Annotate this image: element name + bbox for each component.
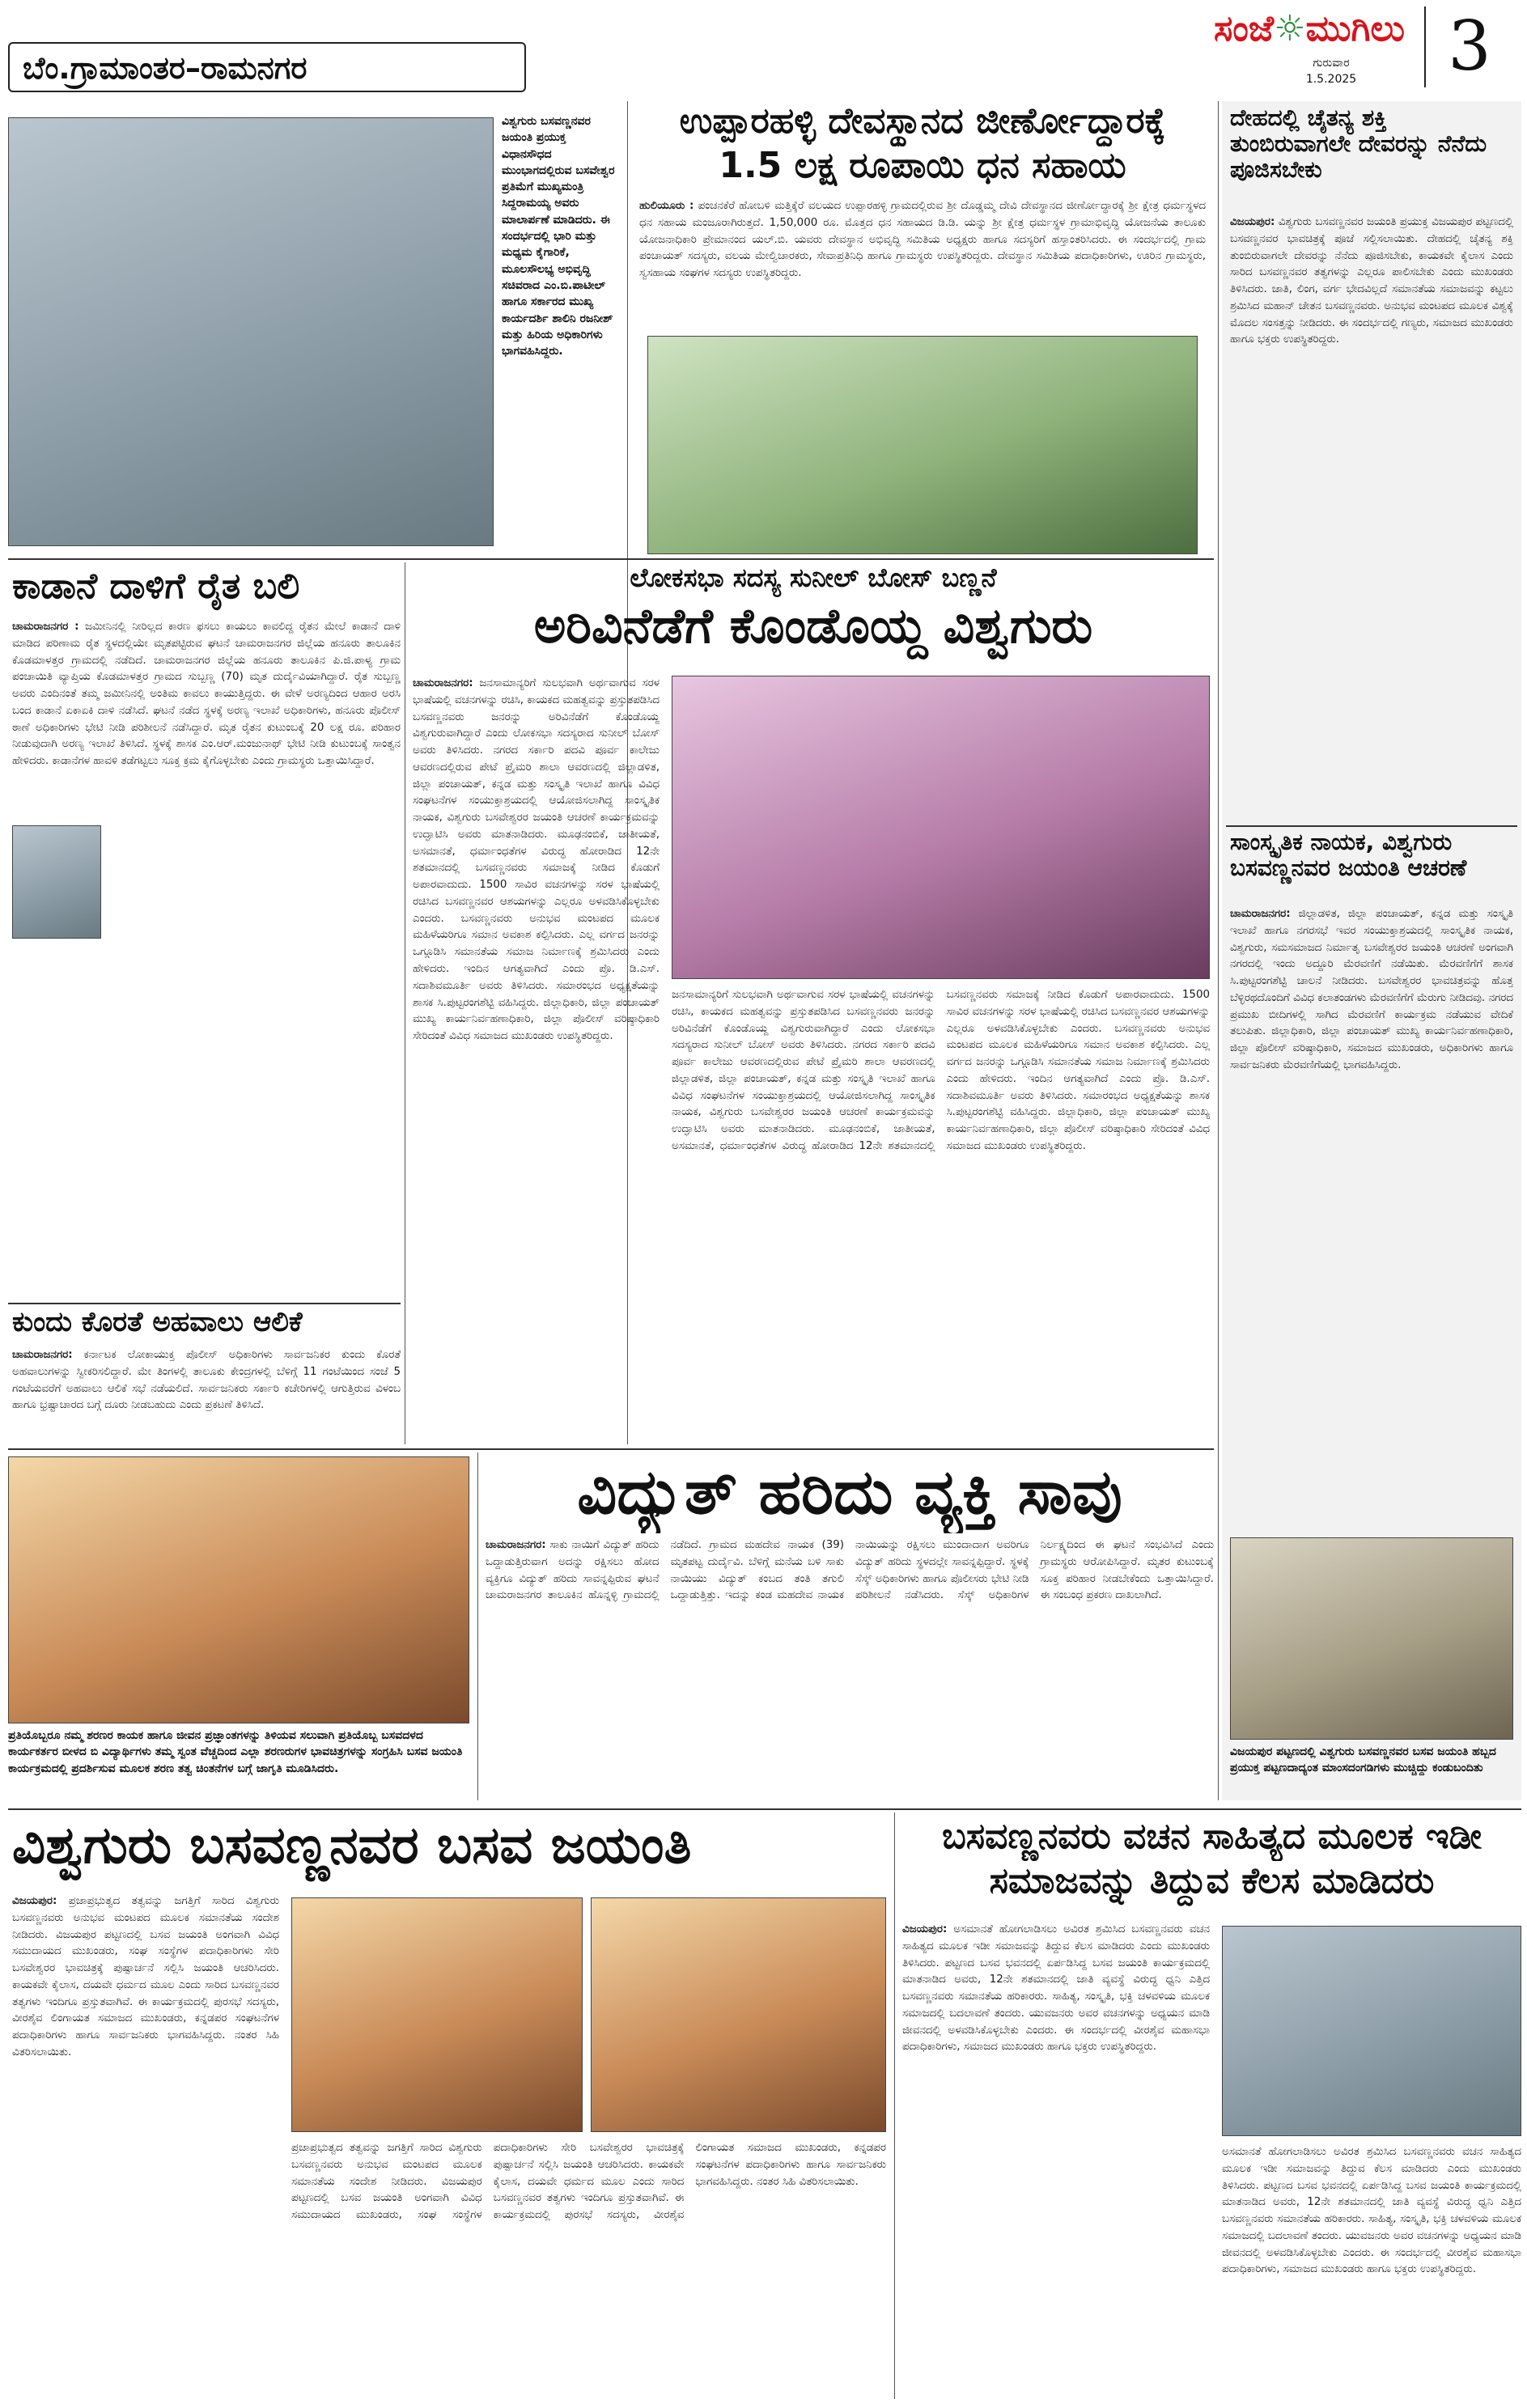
basava-jayanti-body-a	[12, 1893, 279, 2395]
vishwaguru-text-a: ಜನಸಾಮಾನ್ಯರಿಗೆ ಸುಲಭವಾಗಿ ಅರ್ಥವಾಗುವ ಸರಳ ಭಾಷೆಯಲ್ಲಿ ವಚನಗಳನ್ನು ರಚಿಸಿ, ಕಾಯಕದ ಮಹತ್ವವನ್ನು ಪ್ರಸ್ತುತಪಡಿಸಿದ ಬಸವಣ್ಣನವರು ಜನರನ್ನು ಅರಿವಿನೆಡೆಗೆ ಕೊಂಡೊಯ್ದ ವಿಶ್ವಗುರುವಾಗಿದ್ದಾರೆ ಎಂದು ಲೋಕಸಭಾ ಸದಸ್ಯರಾದ ಸುನೀಲ್ ಬೋಸ್ ಅವರು ತಿಳಿಸಿದರು. ನಗರದ ಸರ್ಕಾರಿ ಪದವಿ ಪೂರ್ವ ಕಾಲೇಜು ಆವರಣದಲ್ಲಿರುವ ಪೇಟೆ ಪ್ರೈಮರಿ ಶಾಲಾ ಆವರಣದಲ್ಲಿ ಜಿಲ್ಲಾಡಳಿತ, ಜಿಲ್ಲಾ ಪಂಚಾಯತ್, ಕನ್ನಡ ಮತ್ತು ಸಂಸ್ಕೃತಿ ಇಲಾಖೆ ಹಾಗೂ ವಿವಿಧ ಸಂಘಟನೆಗಳ ಸಂಯುಕ್ತಾಶ್ರಯದಲ್ಲಿ ಆಯೋಜಿಸಲಾಗಿದ್ದ ಸಾಂಸ್ಕೃತಿಕ ನಾಯಕ, ವಿಶ್ವಗುರು ಬಸವೇಶ್ವರರ ಜಯಂತಿ ಆಚರಣೆ ಕಾರ್ಯಕ್ರಮವನ್ನು ಉದ್ಘಾಟಿಸಿ ಅವರು ಮಾತನಾಡಿದರು. ಮೂಢನಂಬಿಕೆ, ಜಾತೀಯತೆ, ಅಸಮಾನತೆ, ಧರ್ಮಾಂಧತೆಗಳ ವಿರುದ್ಧ ಹೋರಾಡಿದ 12ನೇ ಶತಮಾನದಲ್ಲಿ ಬಸವಣ್ಣನವರು ಸಮಾಜಕ್ಕೆ ನೀಡಿದ ಕೊಡುಗೆ ಅಪಾರವಾದುದು. 1500 ಸಾವಿರ ವಚನಗಳನ್ನು ಸರಳ ಭಾಷೆಯಲ್ಲಿ ರಚಿಸಿದ ಬಸವಣ್ಣನವರ ಆಶಯಗಳನ್ನು ಎಲ್ಲರೂ ಅಳವಡಿಸಿಕೊಳ್ಳಬೇಕು ಎಂದರು. ಬಸವಣ್ಣನವರು ಅನುಭವ ಮಂಟಪದ ಮೂಲಕ ಮಹಿಳೆಯರಿಗೂ ಸಮಾನ ಅವಕಾಶ ಕಲ್ಪಿಸಿದರು. ಎಲ್ಲ ವರ್ಗದ ಜನರನ್ನು ಒಗ್ಗೂಡಿಸಿ ಸಮಾನತೆಯ ಸಮಾಜ ನಿರ್ಮಾಣಕ್ಕೆ ಶ್ರಮಿಸಿದರು ಎಂದು ಹೇಳಿದರು. ಇಂದಿನ ಆಗತ್ಯವಾಗಿದೆ ಎಂದು ಪ್ರೊ. ಡಿ.ಎಸ್. ಸದಾಶಿವಮೂರ್ತಿ ಅವರು ತಿಳಿಸಿದರು. ಸಮಾರಂಭದ ಅಧ್ಯಕ್ಷತೆಯನ್ನು ಶಾಸಕ ಸಿ.ಪುಟ್ಟರಂಗಶೆಟ್ಟಿ ವಹಿಸಿದ್ದರು. ಜಿಲ್ಲಾಧಿಕಾರಿ, ಜಿಲ್ಲಾ ಪಂಚಾಯತ್ ಮುಖ್ಯ ಕಾರ್ಯನಿರ್ವಹಣಾಧಿಕಾರಿ, ಜಿಲ್ಲಾ ಪೊಲೀಸ್ ವರಿಷ್ಠಾಧಿಕಾರಿ ಸೇರಿದಂತೆ ವಿವಿಧ ಸಮಾಜದ ಮುಖಂಡರು ಉಪಸ್ಥಿತರಿದ್ದರು.	[413, 677, 660, 1043]
page-number: 3	[1424, 6, 1513, 87]
temple-headline-1: ಉಪ್ಪಾರಹಳ್ಳಿ ದೇವಸ್ಥಾನದ ಜೀರ್ಣೋದ್ಧಾರಕ್ಕೆ	[679, 101, 1166, 142]
mid-row-divider	[8, 1448, 1214, 1450]
electric-dateline: ಚಾಮರಾಜನಗರ:	[486, 1539, 546, 1551]
grievance-body	[12, 1347, 401, 1436]
temple-dateline: ಹುಲಿಯೂರು :	[639, 200, 694, 212]
right-divider-1	[1226, 825, 1517, 827]
sharana-caption: ಪ್ರತಿಯೊಬ್ಬರೂ ನಮ್ಮ ಶರಣರ ಕಾಯಕ ಹಾಗೂ ಜೀವನ ಪ್ರಜ್ಞಾಂತಗಳನ್ನು ತಿಳಿಯವ ಸಲುವಾಗಿ ಪ್ರತಿಯೊಬ್ಬ ಬಸವದಳದ ಕಾರ್ಯಕರ್ತರ ಬೀಳದ ಬಿ ವಿದ್ಯಾರ್ಥಿಗಳು ತಮ್ಮ ಸ್ವಂತ ವೆಚ್ಚದಿಂದ ಎಲ್ಲಾ ಶರಣರುಗಳ ಭಾವಚಿತ್ರಗಳನ್ನು ಸಂಗ್ರಹಿಸಿ ಬಸವ ಜಯಂತಿ ಕಾರ್ಯಕ್ರಮದಲ್ಲಿ ಪ್ರದರ್ಶಿಸುವ ಮೂಲಕ ಶರಣ ತತ್ವ ಚಿಂತನೆಗಳ ಬಗ್ಗೆ ಜಾಗೃತಿ ಮೂಡಿಸಿದರು.	[8, 1729, 463, 1775]
vishwaguru-dateline: ಚಾಮರಾಜನಗರ:	[413, 677, 473, 689]
elephant-headline: ಕಾಡಾನೆ ದಾಳಿಗೆ ರೈತ ಬಲಿ	[12, 566, 300, 607]
farmer-portrait	[12, 825, 101, 939]
temple-headline-2: 1.5 ಲಕ್ಷ ರೂಪಾಯಿ ಧನ ಸಹಾಯ	[719, 146, 1126, 186]
temple-photo	[647, 336, 1198, 554]
left-divider-1	[8, 1303, 401, 1304]
bottom-row-divider	[8, 1808, 1521, 1810]
column-divider-4	[894, 1812, 895, 2399]
top-row-divider	[8, 558, 1214, 560]
grievance-dateline: ಚಾಮರಾಜನಗರ:	[12, 1349, 73, 1361]
vachana-headline-1: ಬಸವಣ್ಣನವರು ವಚನ ಸಾಹಿತ್ಯದ ಮೂಲಕ ಇಡೀ	[942, 1817, 1482, 1857]
sharana-portraits-photo	[8, 1456, 469, 1723]
chaitanya-text: ವಿಶ್ವಗುರು ಬಸವಣ್ಣನವರ ಜಯಂತಿ ಪ್ರಯುಕ್ತ ವಿಜಯಪುರ ಪಟ್ಟಣದಲ್ಲಿ ಬಸವಣ್ಣನವರ ಭಾವಚಿತ್ರಕ್ಕೆ ಪೂಜೆ ಸಲ್ಲಿಸಲಾಯಿತು. ದೇಹದಲ್ಲಿ ಚೈತನ್ಯ ಶಕ್ತಿ ತುಂಬಿರುವಾಗಲೇ ದೇವರನ್ನು ನೆನೆದು ಪೂಜಿಸಬೇಕು, ಕಾಯಕವೇ ಕೈಲಾಸ ಎಂದು ಸಾರಿದ ಬಸವಣ್ಣನವರ ತತ್ವಗಳನ್ನು ಎಲ್ಲರೂ ಪಾಲಿಸಬೇಕು ಎಂದು ಮುಖಂಡರು ತಿಳಿಸಿದರು. ಜಾತಿ, ಲಿಂಗ, ವರ್ಗ ಭೇದವಿಲ್ಲದೆ ಸಮಾನತೆಯ ಸಮಾಜವನ್ನು ಕಟ್ಟಲು ಶ್ರಮಿಸಿದ ಮಹಾನ್ ಚೇತನ ಬಸವಣ್ಣನವರು. ಅನುಭವ ಮಂಟಪದ ಮೂಲಕ ವಿಶ್ವಕ್ಕೆ ಮೊದಲ ಸಂಸತ್ತನ್ನು ನೀಡಿದರು. ಈ ಸಂದರ್ಭದಲ್ಲಿ ಗಣ್ಯರು, ಸಮಾಜದ ಮುಖಂಡರು ಹಾಗೂ ಭಕ್ತರು ಉಪಸ್ಥಿತರಿದ್ದರು.	[1230, 216, 1513, 346]
column-divider-3	[477, 1452, 478, 1800]
grievance-headline: ಕುಂದು ಕೊರತೆ ಅಹವಾಲು ಆಲಿಕೆ	[12, 1307, 303, 1338]
vishwaguru-kicker: ಲೋಕಸಭಾ ಸದಸ್ಯ ಸುನೀಲ್ ಬೋಸ್ ಬಣ್ಣನೆ	[630, 562, 997, 593]
brand-logo	[1214, 8, 1416, 57]
chaitanya-dateline: ವಿಜಯಪುರ:	[1230, 216, 1275, 228]
brand-left: ಸಂಜೆ	[1214, 8, 1275, 49]
basava-jayanti-text-b: ಪ್ರಜಾಪ್ರಭುತ್ವದ ತತ್ವವನ್ನು ಜಗತ್ತಿಗೆ ಸಾರಿದ ವಿಶ್ವಗುರು ಬಸವಣ್ಣನವರು ಅನುಭವ ಮಂಟಪದ ಮೂಲಕ ಸಮಾನತೆಯ ಸಂದೇಶ ನೀಡಿದರು. ವಿಜಯಪುರ ಪಟ್ಟಣದಲ್ಲಿ ಬಸವ ಜಯಂತಿ ಅಂಗವಾಗಿ ವಿವಿಧ ಸಮುದಾಯದ ಮುಖಂಡರು, ಸಂಘ ಸಂಸ್ಥೆಗಳ ಪದಾಧಿಕಾರಿಗಳು ಸೇರಿ ಬಸವೇಶ್ವರರ ಭಾವಚಿತ್ರಕ್ಕೆ ಪುಷ್ಪಾರ್ಚನೆ ಸಲ್ಲಿಸಿ ಜಯಂತಿ ಆಚರಿಸಿದರು. ಕಾಯಕವೇ ಕೈಲಾಸ, ದಯವೇ ಧರ್ಮದ ಮೂಲ ಎಂದು ಸಾರಿದ ಬಸವಣ್ಣನವರ ತತ್ವಗಳು ಇಂದಿಗೂ ಪ್ರಸ್ತುತವಾಗಿವೆ. ಈ ಕಾರ್ಯಕ್ರಮದಲ್ಲಿ ಪುರಸಭೆ ಸದಸ್ಯರು, ವೀರಶೈವ ಲಿಂಗಾಯತ ಸಮಾಜದ ಮುಖಂಡರು, ಕನ್ನಡಪರ ಸಂಘಟನೆಗಳ ಪದಾಧಿಕಾರಿಗಳು ಹಾಗೂ ಸಾರ್ವಜನಿಕರು ಭಾಗವಹಿಸಿದ್ದರು. ನಂತರ ಸಿಹಿ ವಿತರಿಸಲಾಯಿತು.	[291, 2142, 886, 2222]
basava-procession-photo-1	[291, 1897, 583, 2132]
vachana-group-photo	[1222, 1926, 1521, 2136]
basava-jayanti-body-b	[291, 2140, 886, 2395]
cultural-text: ಜಿಲ್ಲಾಡಳಿತ, ಜಿಲ್ಲಾ ಪಂಚಾಯತ್, ಕನ್ನಡ ಮತ್ತು ಸಂಸ್ಕೃತಿ ಇಲಾಖೆ ಹಾಗೂ ನಗರಸಭೆ ಇವರ ಸಂಯುಕ್ತಾಶ್ರಯದಲ್ಲಿ ಸಾಂಸ್ಕೃತಿಕ ನಾಯಕ, ವಿಶ್ವಗುರು, ಸಮಸಮಾಜದ ನಿರ್ಮಾತೃ ಬಸವೇಶ್ವರರ ಜಯಂತಿ ಆಚರಣೆ ಅಂಗವಾಗಿ ನಗರದಲ್ಲಿ ಇಂದು ಅದ್ದೂರಿ ಮೆರವಣಿಗೆ ನಡೆಯಿತು. ಮೆರವಣಿಗೆಗೆ ಶಾಸಕ ಸಿ.ಪುಟ್ಟರಂಗಶೆಟ್ಟಿ ಚಾಲನೆ ನೀಡಿದರು. ಬಸವೇಶ್ವರರ ಭಾವಚಿತ್ರವನ್ನು ಹೊತ್ತ ಬೆಳ್ಳಿರಥದೊಂದಿಗೆ ವಿವಿಧ ಕಲಾತಂಡಗಳು ಮೆರವಣಿಗೆಗೆ ಮೆರುಗು ನೀಡಿದವು. ನಗರದ ಪ್ರಮುಖ ಬೀದಿಗಳಲ್ಲಿ ಸಾಗಿದ ಮೆರವಣಿಗೆ ಕಾರ್ಯಕ್ರಮ ನಡೆಯುವ ವೇದಿಕೆ ತಲುಪಿತು. ಜಿಲ್ಲಾಧಿಕಾರಿ, ಜಿಲ್ಲಾ ಪಂಚಾಯತ್ ಮುಖ್ಯ ಕಾರ್ಯನಿರ್ವಹಣಾಧಿಕಾರಿ, ಜಿಲ್ಲಾ ಪೊಲೀಸ್ ವರಿಷ್ಠಾಧಿಕಾರಿ, ಸಮಾಜದ ಮುಖಂಡರು, ಅಧಿಕಾರಿಗಳು ಹಾಗೂ ಸಾರ್ವಜನಿಕರು ಮೆರವಣಿಗೆಯಲ್ಲಿ ಭಾಗವಹಿಸಿದ್ದರು.	[1230, 908, 1513, 1071]
vachana-body-b	[1222, 2144, 1521, 2395]
palm-icon: ☼	[1274, 8, 1306, 49]
chaitanya-headline: ದೇಹದಲ್ಲಿ ಚೈತನ್ಯ ಶಕ್ತಿ ತುಂಬಿರುವಾಗಲೇ ದೇವರನ್ನು ನೆನೆದು ಪೂಜಿಸಬೇಕು	[1230, 105, 1487, 184]
brand-right: ಮುಗಿಲು	[1305, 8, 1406, 49]
electric-body	[486, 1537, 1214, 1796]
basava-jayanti-headline: ವಿಶ್ವಗುರು ಬಸವಣ್ಣನವರ ಬಸವ ಜಯಂತಿ	[12, 1817, 692, 1876]
shop-closed-caption: ವಿಜಯಪುರ ಪಟ್ಟಣದಲ್ಲಿ ವಿಶ್ವಗುರು ಬಸವಣ್ಣನವರ ಬಸವ ಜಯಂತಿ ಹಬ್ಬದ ಪ್ರಯುಕ್ತ ಪಟ್ಟಣದಾದ್ಯಂತ ಮಾಂಸದಂಗಡಿಗಳು ಮುಚ್ಚಿದ್ದು ಕಂಡುಬಂದಿತು	[1230, 1745, 1496, 1775]
vachana-dateline: ವಿಜಯಪುರ:	[902, 1923, 948, 1935]
elephant-text: ಜಮೀನಿನಲ್ಲಿ ನೀರಿಲ್ಲದ ಕಾರಣ ಫಸಲು ಕಾಯಲು ಕಾವಲಿದ್ದ ರೈತನ ಮೇಲೆ ಕಾಡಾನೆ ದಾಳಿ ಮಾಡಿದ ಪರಿಣಾಮ ರೈತ ಸ್ಥಳದಲ್ಲಿಯೇ ಮೃತಪಟ್ಟಿರುವ ಘಟನೆ ಚಾಮರಾಜನಗರ ಜಿಲ್ಲೆಯ ಹನೂರು ತಾಲೂಕಿನ ಕೊಡಮಾಳತ್ತರ ಗ್ರಾಮದಲ್ಲಿ ನಡೆದಿದೆ. ಚಾಮರಾಜನಗರ ಜಿಲ್ಲೆಯ ಹನೂರು ತಾಲೂಕಿನ ಪಿ.ಜಿ.ಪಾಳ್ಯ ಗ್ರಾಮ ಪಂಚಾಯಿತಿ ವ್ಯಾಪ್ತಿಯ ಕೊಡಮಾಳತ್ತರ ಗ್ರಾಮದ ಸುಬ್ಬಣ್ಣ (70) ಮೃತ ದುರ್ದೈವಿಯಾಗಿದ್ದಾರೆ. ರೈತ ಸುಬ್ಬಣ್ಣ ಅವರು ಎಂದಿನಂತೆ ತಮ್ಮ ಜಮೀನಿನಲ್ಲಿ ಅಂತಿಮ ಕಾವಲು ಕಾಯುತ್ತಿದ್ದರು. ಈ ವೇಳೆ ಅರಣ್ಯದಿಂದ ಆಹಾರ ಅರಸಿ ಬಂದ ಕಾಡಾನೆ ಏಕಾಏಕಿ ದಾಳಿ ನಡೆಸಿದೆ. ಘಟನೆ ನಡೆದ ಸ್ಥಳಕ್ಕೆ ಅರಣ್ಯ ಇಲಾಖೆ ಅಧಿಕಾರಿಗಳು, ಹನೂರು ಪೊಲೀಸ್ ಠಾಣೆ ಅಧಿಕಾರಿಗಳು ಭೇಟಿ ನೀಡಿ ಪರಿಶೀಲನೆ ನಡೆಸಿದ್ದಾರೆ. ಮೃತ ರೈತನ ಕುಟುಂಬಕ್ಕೆ 20 ಲಕ್ಷ ರೂ. ಪರಿಹಾರ ನೀಡುವುದಾಗಿ ಅರಣ್ಯ ಇಲಾಖೆ ತಿಳಿಸಿದೆ. ಸ್ಥಳಕ್ಕೆ ಶಾಸಕ ಎಂ.ಆರ್.ಮಂಜುನಾಥ್ ಭೇಟಿ ನೀಡಿ ಕುಟುಂಬಕ್ಕೆ ಸಾಂತ್ವನ ಹೇಳಿದರು. ಕಾಡಾನೆಗಳ ಹಾವಳಿ ತಡೆಗಟ್ಟಲು ಸೂಕ್ತ ಕ್ರಮ ಕೈಗೊಳ್ಳಬೇಕು ಎಂದು ಗ್ರಾಮಸ್ಥರು ಒತ್ತಾಯಿಸಿದ್ದಾರೆ.	[12, 621, 401, 768]
elephant-dateline: ಚಾಮರಾಜನಗರ :	[12, 621, 79, 633]
issue-date: 1.5.2025	[1305, 73, 1357, 86]
temple-text: ಪಂಚನಕೆರೆ ಹೋಬಳಿ ಮತ್ತಿಕ್ಕೆರೆ ವಲಯದ ಉಪ್ಪಾರಹಳ್ಳಿ ಗ್ರಾಮದಲ್ಲಿರುವ ಶ್ರೀ ದೊಡ್ಡಮ್ಮ ದೇವಿ ದೇವಸ್ಥಾನದ ಜೀರ್ಣೋದ್ಧಾರಕ್ಕೆ ಶ್ರೀ ಕ್ಷೇತ್ರ ಧರ್ಮಸ್ಥಳದ ಧನ ಸಹಾಯ ಮಂಜೂರಾಗಿರುತ್ತದೆ. 1,50,000 ರೂ. ಮೊತ್ತದ ಧನ ಸಹಾಯದ ಡಿ.ಡಿ. ಯನ್ನು ಶ್ರೀ ಕ್ಷೇತ್ರ ಧರ್ಮಸ್ಥಳ ಗ್ರಾಮಾಭಿವೃದ್ಧಿ ಯೋಜನೆಯ ತಾಲೂಕು ಯೋಜನಾಧಿಕಾರಿ ಪ್ರೇಮಾನಂದ ಯಲ್.ಬಿ. ಯವರು ದೇವಸ್ಥಾನ ಅಭಿವೃದ್ಧಿ ಸಮಿತಿಯ ಅಧ್ಯಕ್ಷರು ಹಾಗೂ ಸದಸ್ಯರಿಗೆ ಹಸ್ತಾಂತರಿಸಿದರು. ಈ ಸಂದರ್ಭದಲ್ಲಿ ಗ್ರಾಮ ಪಂಚಾಯತ್ ಸದಸ್ಯರು, ವಲಯ ಮೇಲ್ವಿಚಾರಕರು, ಸೇವಾಪ್ರತಿನಿಧಿ ಹಾಗೂ ಗ್ರಾಮಸ್ಥರು ಉಪಸ್ಥಿತರಿದ್ದರು. ದೇವಸ್ಥಾನ ಸಮಿತಿಯ ಪದಾಧಿಕಾರಿಗಳು, ಊರಿನ ಗ್ರಾಮಸ್ಥರು, ಸ್ವಸಹಾಯ ಸಂಘಗಳ ಸದಸ್ಯರು ಉಪಸ್ಥಿತರಿದ್ದರು.	[639, 200, 1206, 280]
vishwaguru-body-b	[672, 987, 1210, 1440]
cultural-headline: ಸಾಂಸ್ಕೃತಿಕ ನಾಯಕ, ವಿಶ್ವಗುರು ಬಸವಣ್ಣನವರ ಜಯಂತಿ ಆಚರಣೆ	[1230, 829, 1467, 882]
cultural-dateline: ಚಾಮರಾಜನಗರ:	[1230, 908, 1291, 920]
basava-procession-photo-2	[591, 1897, 886, 2132]
basava-jayanti-dateline: ವಿಜಯಪುರ:	[12, 1895, 57, 1907]
vachana-body-a	[902, 1922, 1210, 2395]
elephant-body	[12, 619, 401, 1299]
shop-closed-photo	[1230, 1537, 1513, 1740]
right-column-divider	[1218, 101, 1219, 1800]
basava-jayanti-text-a: ಪ್ರಜಾಪ್ರಭುತ್ವದ ತತ್ವವನ್ನು ಜಗತ್ತಿಗೆ ಸಾರಿದ ವಿಶ್ವಗುರು ಬಸವಣ್ಣನವರು ಅನುಭವ ಮಂಟಪದ ಮೂಲಕ ಸಮಾನತೆಯ ಸಂದೇಶ ನೀಡಿದರು. ವಿಜಯಪುರ ಪಟ್ಟಣದಲ್ಲಿ ಬಸವ ಜಯಂತಿ ಅಂಗವಾಗಿ ವಿವಿಧ ಸಮುದಾಯದ ಮುಖಂಡರು, ಸಂಘ ಸಂಸ್ಥೆಗಳ ಪದಾಧಿಕಾರಿಗಳು ಸೇರಿ ಬಸವೇಶ್ವರರ ಭಾವಚಿತ್ರಕ್ಕೆ ಪುಷ್ಪಾರ್ಚನೆ ಸಲ್ಲಿಸಿ ಜಯಂತಿ ಆಚರಿಸಿದರು. ಕಾಯಕವೇ ಕೈಲಾಸ, ದಯವೇ ಧರ್ಮದ ಮೂಲ ಎಂದು ಸಾರಿದ ಬಸವಣ್ಣನವರ ತತ್ವಗಳು ಇಂದಿಗೂ ಪ್ರಸ್ತುತವಾಗಿವೆ. ಈ ಕಾರ್ಯಕ್ರಮದಲ್ಲಿ ಪುರಸಭೆ ಸದಸ್ಯರು, ವೀರಶೈವ ಲಿಂಗಾಯತ ಸಮಾಜದ ಮುಖಂಡರು, ಕನ್ನಡಪರ ಸಂಘಟನೆಗಳ ಪದಾಧಿಕಾರಿಗಳು ಹಾಗೂ ಸಾರ್ವಜನಿಕರು ಭಾಗವಹಿಸಿದ್ದರು. ನಂತರ ಸಿಹಿ ವಿತರಿಸಲಾಯಿತು.	[12, 1895, 279, 2058]
cultural-body	[1230, 906, 1513, 1529]
cm-statue-photo	[8, 117, 494, 546]
section-title: ಬೆಂ.ಗ್ರಾಮಾಂತರ–ರಾಮನಗರ	[8, 42, 526, 92]
vachana-text-b: ಅಸಮಾನತೆ ಹೋಗಲಾಡಿಸಲು ಅವಿರತ ಶ್ರಮಿಸಿದ ಬಸವಣ್ಣನವರು ವಚನ ಸಾಹಿತ್ಯದ ಮೂಲಕ ಇಡೀ ಸಮಾಜವನ್ನು ತಿದ್ದುವ ಕೆಲಸ ಮಾಡಿದರು ಎಂದು ಮುಖಂಡರು ತಿಳಿಸಿದರು. ಪಟ್ಟಣದ ಬಸವ ಭವನದಲ್ಲಿ ಏರ್ಪಡಿಸಿದ್ದ ಬಸವ ಜಯಂತಿ ಕಾರ್ಯಕ್ರಮದಲ್ಲಿ ಮಾತನಾಡಿದ ಅವರು, 12ನೇ ಶತಮಾನದಲ್ಲಿ ಜಾತಿ ವ್ಯವಸ್ಥೆ ವಿರುದ್ಧ ಧ್ವನಿ ಎತ್ತಿದ ಬಸವಣ್ಣನವರು ಸಮಾನತೆಯ ಹರಿಕಾರರು. ಸಾಹಿತ್ಯ, ಸಂಸ್ಕೃತಿ, ಭಕ್ತಿ ಚಳವಳಿಯ ಮೂಲಕ ಸಮಾಜದಲ್ಲಿ ಬದಲಾವಣೆ ತಂದರು. ಯುವಜನರು ಅವರ ವಚನಗಳನ್ನು ಅಧ್ಯಯನ ಮಾಡಿ ಜೀವನದಲ್ಲಿ ಅಳವಡಿಸಿಕೊಳ್ಳಬೇಕು ಎಂದರು. ಈ ಸಂದರ್ಭದಲ್ಲಿ ವೀರಶೈವ ಮಹಾಸಭಾ ಪದಾಧಿಕಾರಿಗಳು, ಸಮಾಜದ ಮುಖಂಡರು ಹಾಗೂ ಭಕ್ತರು ಉಪಸ್ಥಿತರಿದ್ದರು.	[1222, 2146, 1521, 2276]
vishwaguru-photo	[672, 676, 1210, 979]
vishwaguru-body-a	[413, 676, 660, 1440]
vachana-text-a: ಅಸಮಾನತೆ ಹೋಗಲಾಡಿಸಲು ಅವಿರತ ಶ್ರಮಿಸಿದ ಬಸವಣ್ಣನವರು ವಚನ ಸಾಹಿತ್ಯದ ಮೂಲಕ ಇಡೀ ಸಮಾಜವನ್ನು ತಿದ್ದುವ ಕೆಲಸ ಮಾಡಿದರು ಎಂದು ಮುಖಂಡರು ತಿಳಿಸಿದರು. ಪಟ್ಟಣದ ಬಸವ ಭವನದಲ್ಲಿ ಏರ್ಪಡಿಸಿದ್ದ ಬಸವ ಜಯಂತಿ ಕಾರ್ಯಕ್ರಮದಲ್ಲಿ ಮಾತನಾಡಿದ ಅವರು, 12ನೇ ಶತಮಾನದಲ್ಲಿ ಜಾತಿ ವ್ಯವಸ್ಥೆ ವಿರುದ್ಧ ಧ್ವನಿ ಎತ್ತಿದ ಬಸವಣ್ಣನವರು ಸಮಾನತೆಯ ಹರಿಕಾರರು. ಸಾಹಿತ್ಯ, ಸಂಸ್ಕೃತಿ, ಭಕ್ತಿ ಚಳವಳಿಯ ಮೂಲಕ ಸಮಾಜದಲ್ಲಿ ಬದಲಾವಣೆ ತಂದರು. ಯುವಜನರು ಅವರ ವಚನಗಳನ್ನು ಅಧ್ಯಯನ ಮಾಡಿ ಜೀವನದಲ್ಲಿ ಅಳವಡಿಸಿಕೊಳ್ಳಬೇಕು ಎಂದರು. ಈ ಸಂದರ್ಭದಲ್ಲಿ ವೀರಶೈವ ಮಹಾಸಭಾ ಪದಾಧಿಕಾರಿಗಳು, ಸಮಾಜದ ಮುಖಂಡರು ಹಾಗೂ ಭಕ್ತರು ಉಪಸ್ಥಿತರಿದ್ದರು.	[902, 1923, 1210, 2054]
electric-text: ಸಾಕು ನಾಯಿಗೆ ವಿದ್ಯುತ್ ಹರಿದು ಒದ್ದಾಡುತ್ತಿರುವಾಗ ಅದನ್ನು ರಕ್ಷಿಸಲು ಹೋದ ವ್ಯಕ್ತಿಗೂ ವಿದ್ಯುತ್ ಹರಿದು ಸಾವನ್ನಪ್ಪಿರುವ ಘಟನೆ ಚಾಮರಾಜನಗರ ತಾಲೂಕಿನ ಹೊನ್ನಳ್ಳಿ ಗ್ರಾಮದಲ್ಲಿ ನಡೆದಿದೆ. ಗ್ರಾಮದ ಮಹದೇವ ನಾಯಕ (39) ಮೃತಪಟ್ಟ ದುರ್ದೈವಿ. ಬೆಳಿಗ್ಗೆ ಮನೆಯ ಬಳಿ ಸಾಕು ನಾಯಿಯು ವಿದ್ಯುತ್ ಕಂಬದ ತಂತಿ ತಗುಲಿ ಒದ್ದಾಡುತ್ತಿತ್ತು. ಇದನ್ನು ಕಂಡ ಮಹದೇವ ನಾಯಕ ನಾಯಿಯನ್ನು ರಕ್ಷಿಸಲು ಮುಂದಾದಾಗ ಅವರಿಗೂ ವಿದ್ಯುತ್ ಹರಿದು ಸ್ಥಳದಲ್ಲೇ ಸಾವನ್ನಪ್ಪಿದ್ದಾರೆ. ಸ್ಥಳಕ್ಕೆ ಸೆಸ್ಕ್ ಅಧಿಕಾರಿಗಳು ಹಾಗೂ ಪೊಲೀಸರು ಭೇಟಿ ನೀಡಿ ಪರಿಶೀಲನೆ ನಡೆಸಿದರು. ಸೆಸ್ಕ್ ಅಧಿಕಾರಿಗಳ ನಿರ್ಲಕ್ಷ್ಯದಿಂದ ಈ ಘಟನೆ ಸಂಭವಿಸಿದೆ ಎಂದು ಗ್ರಾಮಸ್ಥರು ಆರೋಪಿಸಿದ್ದಾರೆ. ಮೃತರ ಕುಟುಂಬಕ್ಕೆ ಸೂಕ್ತ ಪರಿಹಾರ ನೀಡಬೇಕೆಂದು ಒತ್ತಾಯಿಸಿದ್ದಾರೆ. ಈ ಸಂಬಂಧ ಪ್ರಕರಣ ದಾಖಲಾಗಿದೆ.	[486, 1539, 1214, 1602]
grievance-text: ಕರ್ನಾಟಕ ಲೋಕಾಯುಕ್ತ ಪೊಲೀಸ್ ಅಧಿಕಾರಿಗಳು ಸಾರ್ವಜನಿಕರ ಕುಂದು ಕೊರತೆ ಅಹವಾಲುಗಳನ್ನು ಸ್ವೀಕರಿಸಲಿದ್ದಾರೆ. ಮೇ ತಿಂಗಳಲ್ಲಿ ತಾಲೂಕು ಕೇಂದ್ರಗಳಲ್ಲಿ ಬೆಳಿಗ್ಗೆ 11 ಗಂಟೆಯಿಂದ ಸಂಜೆ 5 ಗಂಟೆಯವರೆಗೆ ಅಹವಾಲು ಆಲಿಕೆ ಸಭೆ ನಡೆಯಲಿದೆ. ಸಾರ್ವಜನಿಕರು ಸರ್ಕಾರಿ ಕಚೇರಿಗಳಲ್ಲಿ ಆಗುತ್ತಿರುವ ವಿಳಂಬ ಹಾಗೂ ಭ್ರಷ್ಟಾಚಾರದ ಬಗ್ಗೆ ದೂರು ನೀಡಬಹುದು ಎಂದು ಪ್ರಕಟಣೆ ತಿಳಿಸಿದೆ.	[12, 1349, 401, 1412]
issue-day: ಗುರುವಾರ	[1313, 57, 1350, 70]
temple-body	[639, 198, 1206, 332]
cm-photo-caption: ವಿಶ್ವಗುರು ಬಸವಣ್ಣನವರ ಜಯಂತಿ ಪ್ರಯುಕ್ತ ವಿಧಾನಸೌಧದ ಮುಂಭಾಗದಲ್ಲಿರುವ ಬಸವೇಶ್ವರ ಪ್ರತಿಮೆಗೆ ಮುಖ್ಯಮಂತ್ರಿ ಸಿದ್ದರಾಮಯ್ಯ ಅವರು ಮಾಲಾರ್ಪಣೆ ಮಾಡಿದರು. ಈ ಸಂದರ್ಭದಲ್ಲಿ ಭಾರಿ ಮತ್ತು ಮಧ್ಯಮ ಕೈಗಾರಿಕೆ, ಮೂಲಸೌಲಭ್ಯ ಅಭಿವೃದ್ಧಿ ಸಚಿವರಾದ ಎಂ.ಬಿ.ಪಾಟೀಲ್ ಹಾಗೂ ಸರ್ಕಾರದ ಮುಖ್ಯ ಕಾರ್ಯದರ್ಶಿ ಶಾಲಿನಿ ರಜನೀಶ್ ಮತ್ತು ಹಿರಿಯ ಅಧಿಕಾರಿಗಳು ಭಾಗವಹಿಸಿದ್ದರು.	[502, 115, 615, 358]
vishwaguru-text-b: ಜನಸಾಮಾನ್ಯರಿಗೆ ಸುಲಭವಾಗಿ ಅರ್ಥವಾಗುವ ಸರಳ ಭಾಷೆಯಲ್ಲಿ ವಚನಗಳನ್ನು ರಚಿಸಿ, ಕಾಯಕದ ಮಹತ್ವವನ್ನು ಪ್ರಸ್ತುತಪಡಿಸಿದ ಬಸವಣ್ಣನವರು ಜನರನ್ನು ಅರಿವಿನೆಡೆಗೆ ಕೊಂಡೊಯ್ದ ವಿಶ್ವಗುರುವಾಗಿದ್ದಾರೆ ಎಂದು ಲೋಕಸಭಾ ಸದಸ್ಯರಾದ ಸುನೀಲ್ ಬೋಸ್ ಅವರು ತಿಳಿಸಿದರು. ನಗರದ ಸರ್ಕಾರಿ ಪದವಿ ಪೂರ್ವ ಕಾಲೇಜು ಆವರಣದಲ್ಲಿರುವ ಪೇಟೆ ಪ್ರೈಮರಿ ಶಾಲಾ ಆವರಣದಲ್ಲಿ ಜಿಲ್ಲಾಡಳಿತ, ಜಿಲ್ಲಾ ಪಂಚಾಯತ್, ಕನ್ನಡ ಮತ್ತು ಸಂಸ್ಕೃತಿ ಇಲಾಖೆ ಹಾಗೂ ವಿವಿಧ ಸಂಘಟನೆಗಳ ಸಂಯುಕ್ತಾಶ್ರಯದಲ್ಲಿ ಆಯೋಜಿಸಲಾಗಿದ್ದ ಸಾಂಸ್ಕೃತಿಕ ನಾಯಕ, ವಿಶ್ವಗುರು ಬಸವೇಶ್ವರರ ಜಯಂತಿ ಆಚರಣೆ ಕಾರ್ಯಕ್ರಮವನ್ನು ಉದ್ಘಾಟಿಸಿ ಅವರು ಮಾತನಾಡಿದರು. ಮೂಢನಂಬಿಕೆ, ಜಾತೀಯತೆ, ಅಸಮಾನತೆ, ಧರ್ಮಾಂಧತೆಗಳ ವಿರುದ್ಧ ಹೋರಾಡಿದ 12ನೇ ಶತಮಾನದಲ್ಲಿ ಬಸವಣ್ಣನವರು ಸಮಾಜಕ್ಕೆ ನೀಡಿದ ಕೊಡುಗೆ ಅಪಾರವಾದುದು. 1500 ಸಾವಿರ ವಚನಗಳನ್ನು ಸರಳ ಭಾಷೆಯಲ್ಲಿ ರಚಿಸಿದ ಬಸವಣ್ಣನವರ ಆಶಯಗಳನ್ನು ಎಲ್ಲರೂ ಅಳವಡಿಸಿಕೊಳ್ಳಬೇಕು ಎಂದರು. ಬಸವಣ್ಣನವರು ಅನುಭವ ಮಂಟಪದ ಮೂಲಕ ಮಹಿಳೆಯರಿಗೂ ಸಮಾನ ಅವಕಾಶ ಕಲ್ಪಿಸಿದರು. ಎಲ್ಲ ವರ್ಗದ ಜನರನ್ನು ಒಗ್ಗೂಡಿಸಿ ಸಮಾನತೆಯ ಸಮಾಜ ನಿರ್ಮಾಣಕ್ಕೆ ಶ್ರಮಿಸಿದರು ಎಂದು ಹೇಳಿದರು. ಇಂದಿನ ಆಗತ್ಯವಾಗಿದೆ ಎಂದು ಪ್ರೊ. ಡಿ.ಎಸ್. ಸದಾಶಿವಮೂರ್ತಿ ಅವರು ತಿಳಿಸಿದರು. ಸಮಾರಂಭದ ಅಧ್ಯಕ್ಷತೆಯನ್ನು ಶಾಸಕ ಸಿ.ಪುಟ್ಟರಂಗಶೆಟ್ಟಿ ವಹಿಸಿದ್ದರು. ಜಿಲ್ಲಾಧಿಕಾರಿ, ಜಿಲ್ಲಾ ಪಂಚಾಯತ್ ಮುಖ್ಯ ಕಾರ್ಯನಿರ್ವಹಣಾಧಿಕಾರಿ, ಜಿಲ್ಲಾ ಪೊಲೀಸ್ ವರಿಷ್ಠಾಧಿಕಾರಿ ಸೇರಿದಂತೆ ವಿವಿಧ ಸಮಾಜದ ಮುಖಂಡರು ಉಪಸ್ಥಿತರಿದ್ದರು.	[672, 989, 1210, 1152]
chaitanya-body	[1230, 214, 1513, 821]
electric-headline: ವಿದ್ಯುತ್ ಹರಿದು ವ್ಯಕ್ತಿ ಸಾವು	[577, 1456, 1122, 1528]
vishwaguru-headline: ಅರಿವಿನೆಡೆಗೆ ಕೊಂಡೊಯ್ದ ವಿಶ್ವಗುರು	[533, 599, 1093, 655]
vachana-headline-2: ಸಮಾಜವನ್ನು ತಿದ್ದುವ ಕೆಲಸ ಮಾಡಿದರು	[989, 1861, 1435, 1901]
